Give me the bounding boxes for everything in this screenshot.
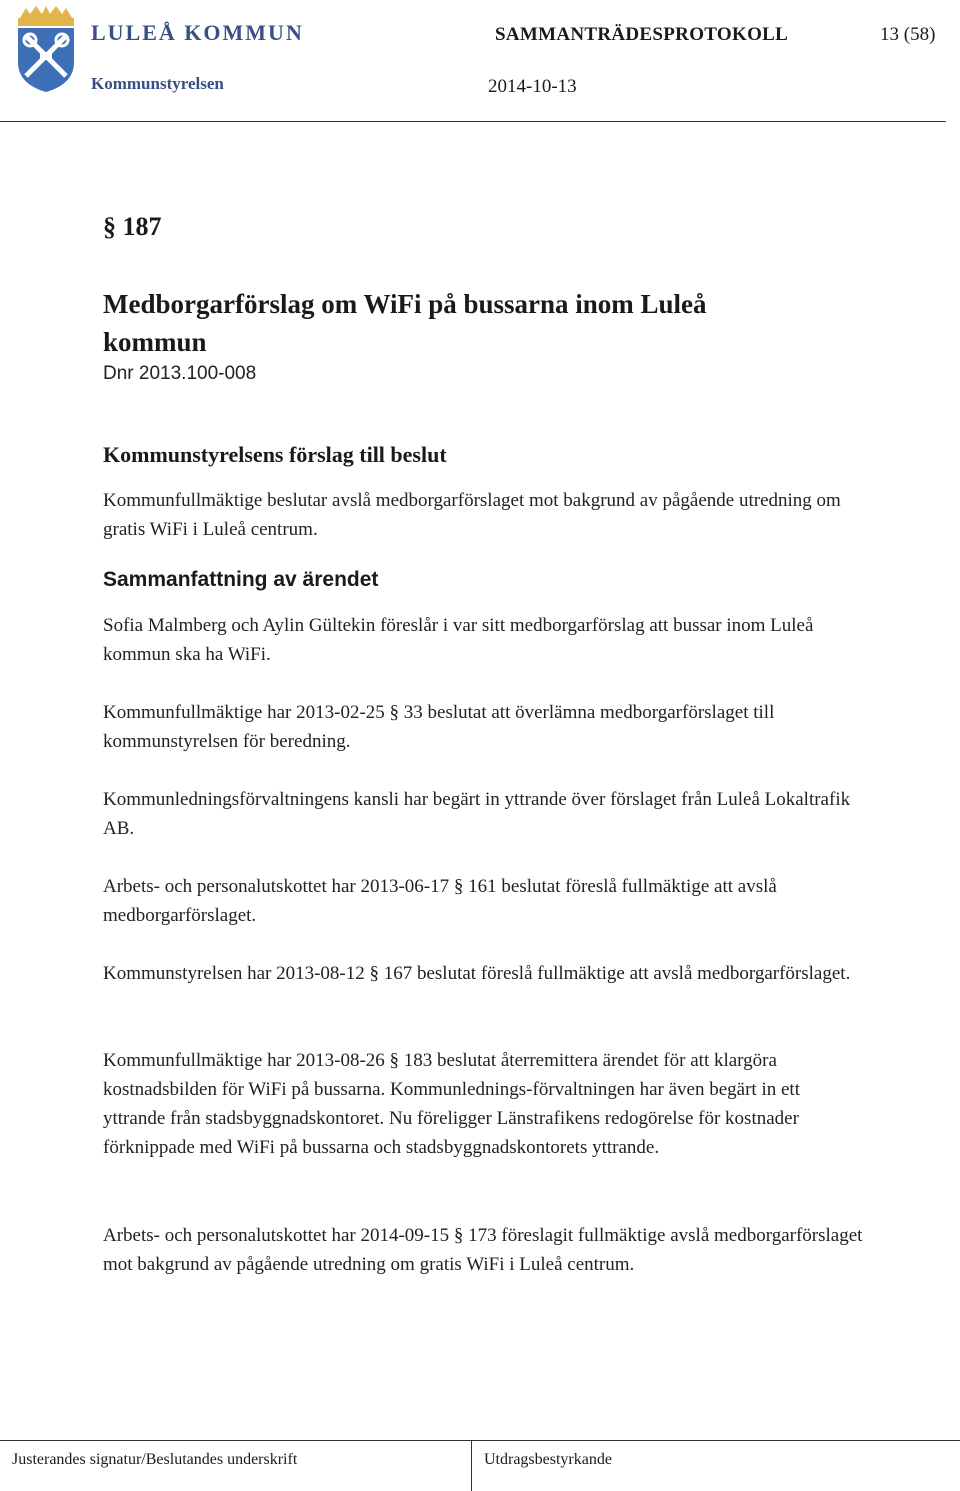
- paragraph: Arbets- och personalutskottet har 2013-06-17 § 161 beslutat föreslå fullmäktige att avslå medborgarförslaget.: [103, 876, 777, 926]
- page-number: 13 (58): [880, 24, 936, 45]
- page-title: Medborgarförslag om WiFi på bussarna inom Luleå kommun: [103, 289, 707, 357]
- meeting-date: 2014-10-13: [488, 76, 577, 97]
- document-type: SAMMANTRÄDESPROTOKOLL: [495, 24, 789, 45]
- proposal-heading: Kommunstyrelsens förslag till beslut: [103, 442, 447, 467]
- case-number: Dnr 2013.100-008: [103, 363, 257, 384]
- department-name: Kommunstyrelsen: [91, 74, 224, 93]
- coat-of-arms-icon: [12, 4, 80, 94]
- page-header: [0, 0, 960, 123]
- footer-column-separator: [471, 1440, 472, 1491]
- signature-label: Justerandes signatur/Beslutandes underskrift: [12, 1451, 298, 1468]
- paragraph: Kommunfullmäktige har 2013-08-26 § 183 beslutat återremittera ärendet för att klargöra kostnadsbilden för WiFi på bussarna. Kommunlednings-förvaltningen har även begärt in ett yttrande från stadsbyggnadskontoret. Nu föreligger Länstrafikens redogörelse för kostnader förknippade med WiFi på bussarna och stadsbyggnadskontorets yttrande.: [103, 1050, 800, 1158]
- header-divider: [0, 121, 946, 122]
- paragraph: Kommunstyrelsen har 2013-08-12 § 167 beslutat föreslå fullmäktige att avslå medborgarförslaget.: [103, 963, 851, 984]
- footer-divider: [0, 1440, 960, 1441]
- paragraph: Kommunfullmäktige har 2013-02-25 § 33 beslutat att överlämna medborgarförslaget till kommunstyrelsen för beredning.: [103, 702, 775, 752]
- paragraph: Sofia Malmberg och Aylin Gültekin föreslår i var sitt medborgarförslag att bussar inom Luleå kommun ska ha WiFi.: [103, 615, 814, 665]
- proposal-text: Kommunfullmäktige beslutar avslå medborgarförslaget mot bakgrund av pågående utredning om gratis WiFi i Luleå centrum.: [103, 490, 841, 540]
- certification-label: Utdragsbestyrkande: [484, 1451, 612, 1468]
- organization-name: LULEÅ KOMMUN: [91, 20, 304, 45]
- summary-heading: Sammanfattning av ärendet: [103, 568, 379, 591]
- section-number: § 187: [103, 212, 162, 241]
- paragraph: Kommunledningsförvaltningens kansli har begärt in yttrande över förslaget från Luleå Lokaltrafik AB.: [103, 789, 851, 839]
- paragraph: Arbets- och personalutskottet har 2014-09-15 § 173 föreslagit fullmäktige avslå medborgarförslaget mot bakgrund av pågående utredning om gratis WiFi i Luleå centrum.: [103, 1225, 863, 1275]
